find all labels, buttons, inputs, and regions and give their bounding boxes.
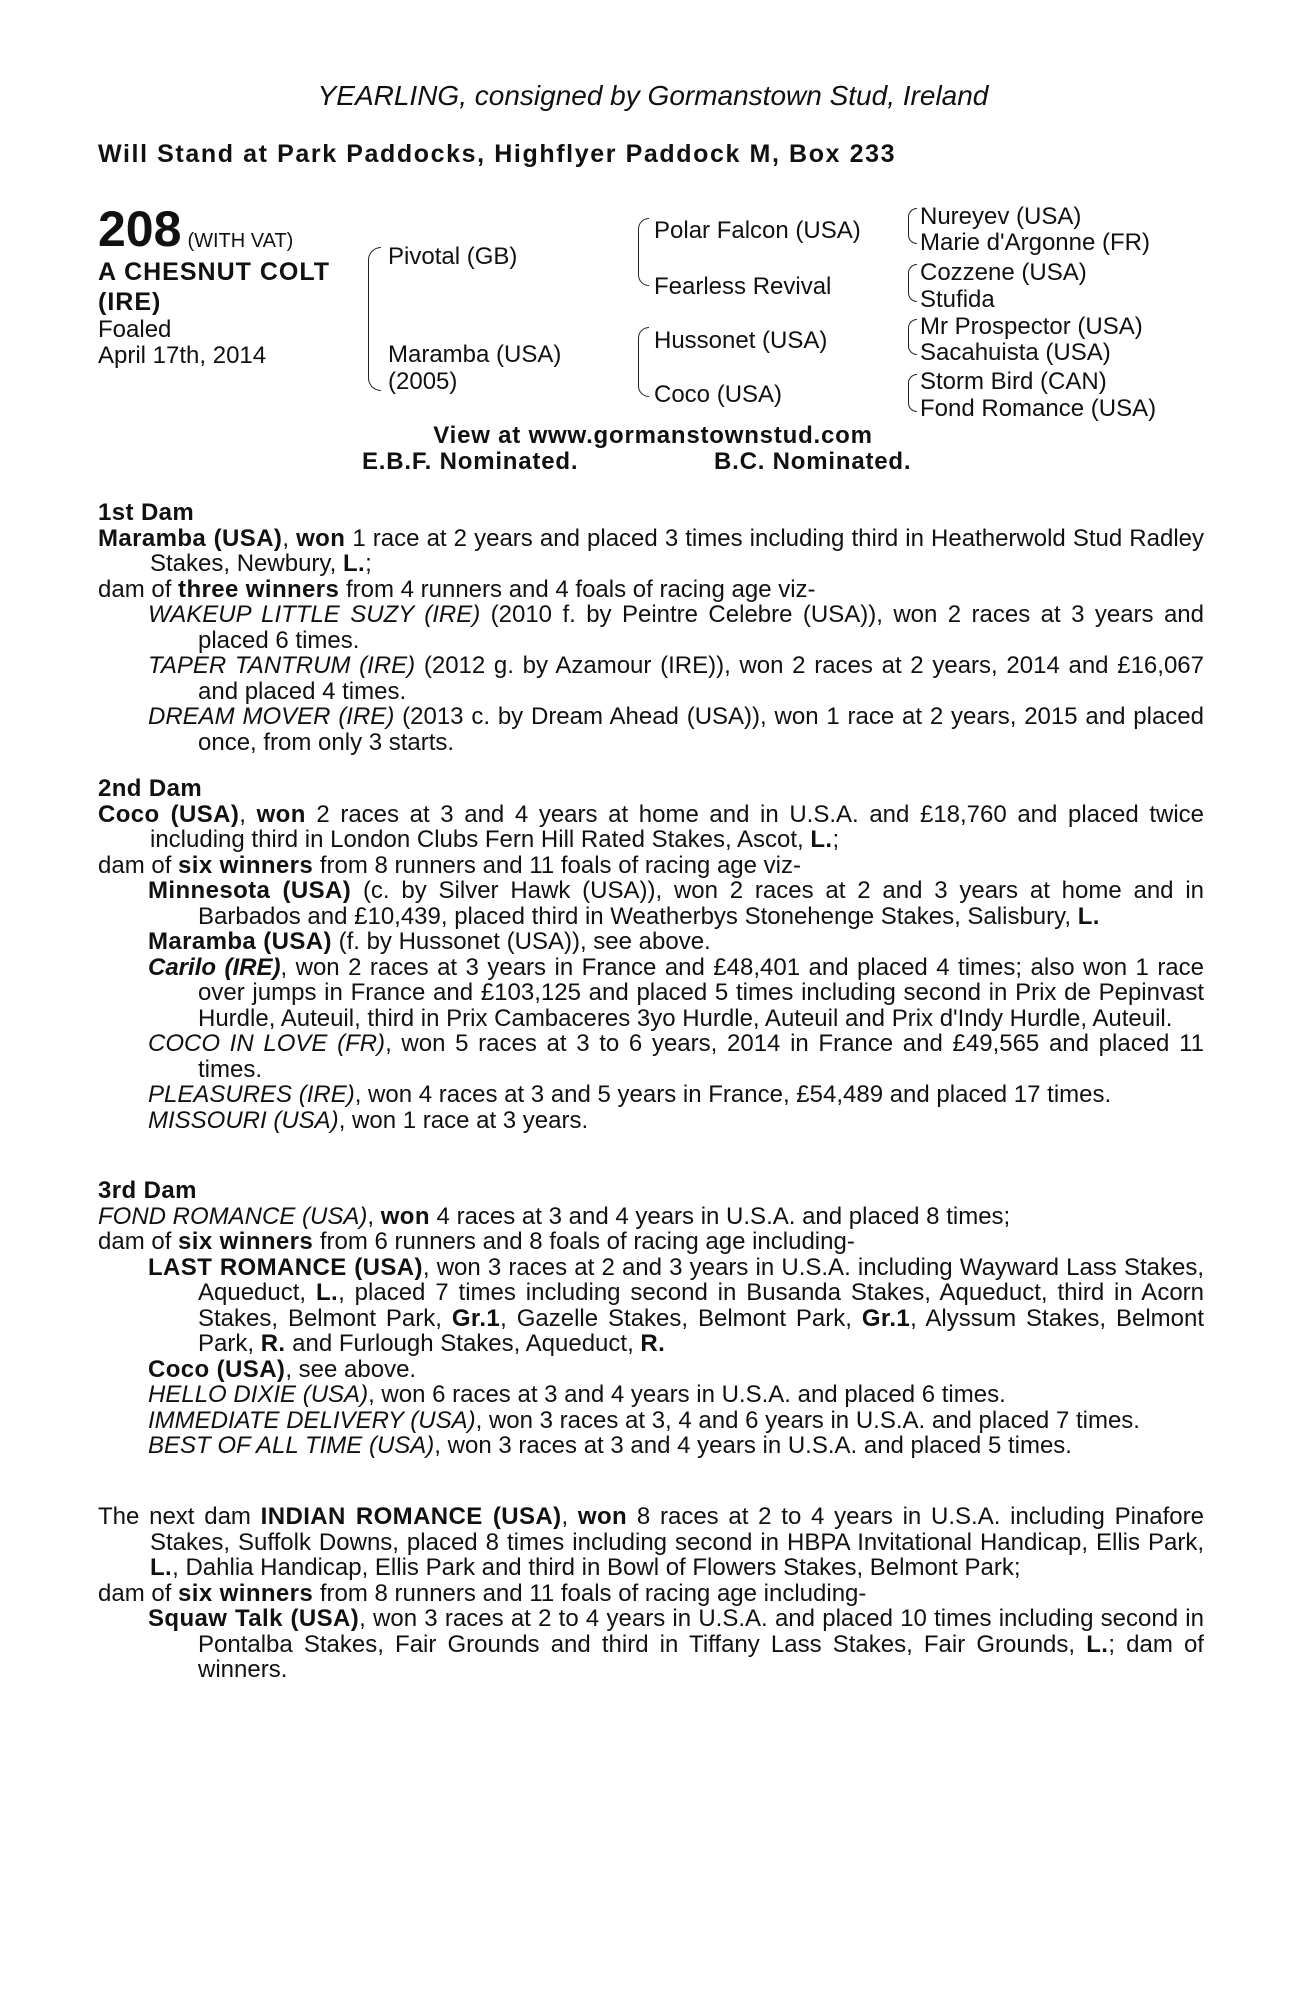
restricted-mark: R.	[640, 1330, 666, 1357]
restricted-mark: R.	[260, 1330, 286, 1357]
won-word: won	[256, 800, 306, 828]
pedigree-sire: Pivotal (GB)	[388, 243, 518, 270]
winners-count: three winners	[178, 575, 340, 603]
produce-item	[98, 1082, 1204, 1108]
dam-summary: FOND ROMANCE (USA), won 4 races at 3 and 4 years in U.S.A. and placed 8 times;	[98, 1202, 1011, 1230]
produce-text: (f. by Hussonet (USA)), see above.	[331, 928, 711, 955]
pedigree-brace	[908, 374, 917, 412]
produce-item	[98, 929, 1204, 955]
second-dam-section	[98, 776, 1204, 1133]
produce-text: from 4 runners and 4 foals of racing age viz-	[339, 575, 816, 603]
produce-text: , won 3 races at 2 to 4 years in U.S.A. and placed 10 times including second in Pontalba Stakes, Fair Grounds and third in Tiffany Lass Stakes, Fair Grounds,	[198, 1605, 1204, 1658]
section-heading: 3rd Dam	[98, 1177, 197, 1204]
next-dam-section	[98, 1504, 1204, 1683]
produce-item	[98, 1108, 1204, 1134]
produce-text: , placed 7 times including second in Busanda Stakes, Aqueduct, third in Acorn Stakes, Belmont Park,	[198, 1279, 1205, 1332]
lot-country: (IRE)	[98, 288, 162, 316]
listed-mark: L.	[810, 826, 833, 853]
produce-text: , won 6 races at 3 and 4 years in U.S.A. and placed 6 times.	[368, 1381, 1006, 1408]
produce-item	[98, 1408, 1204, 1434]
pedigree-ssd: Marie d'Argonne (FR)	[920, 229, 1150, 256]
dam-text: 4 races at 3 and 4 years in U.S.A. and placed 8 times;	[429, 1202, 1011, 1230]
produce-name: Squaw Talk (USA)	[148, 1605, 360, 1632]
winners-count: six winners	[178, 1228, 314, 1255]
section-heading: 1st Dam	[98, 499, 195, 526]
lot-number-line	[98, 203, 378, 255]
winners-count: six winners	[178, 851, 314, 879]
website-line: View at www.gormanstownstud.com	[433, 422, 873, 449]
produce-summary	[98, 1229, 1204, 1255]
listed-mark: L.	[342, 550, 366, 577]
dam-name: FOND ROMANCE (USA)	[98, 1202, 368, 1230]
pedigree-brace	[368, 247, 381, 391]
first-dam-section	[98, 500, 1204, 755]
produce-text: from 8 runners and 11 foals of racing age viz-	[313, 851, 801, 879]
produce-name: TAPER TANTRUM (IRE)	[148, 652, 416, 679]
produce-item	[98, 1382, 1204, 1408]
dam-text: 2 races at 3 and 4 years at home and in U.S.A. and £18,760 and placed twice including third in London Clubs Fern Hill Rated Stakes, Ascot,	[150, 800, 1205, 853]
pedigree-dss: Mr Prospector (USA)	[920, 313, 1143, 340]
pedigree-brace	[908, 319, 917, 355]
dam-name: Coco (USA)	[98, 800, 240, 828]
produce-name: PLEASURES (IRE)	[148, 1081, 355, 1108]
produce-summary	[98, 853, 1204, 879]
produce-text: , won 1 race at 3 years.	[338, 1106, 589, 1134]
stand-location: Will Stand at Park Paddocks, Highflyer Paddock M, Box 233	[98, 140, 897, 168]
produce-name: BEST OF ALL TIME (USA)	[148, 1432, 435, 1459]
produce-name: IMMEDIATE DELIVERY (USA)	[148, 1406, 476, 1434]
produce-text: (2010 f. by Peintre Celebre (USA)), won 2 races at 3 years and placed 6 times.	[198, 601, 1204, 654]
pedigree-dam-dam: Coco (USA)	[654, 381, 783, 408]
consignment-header: YEARLING, consigned by Gormanstown Stud, Ireland	[317, 80, 989, 111]
produce-name: Maramba (USA)	[148, 928, 332, 955]
produce-item	[98, 1031, 1204, 1082]
punct: ;	[365, 550, 372, 577]
section-heading: 2nd Dam	[98, 775, 203, 802]
produce-name: Coco (USA)	[148, 1355, 286, 1383]
produce-text: , Gazelle Stakes, Belmont Park,	[500, 1304, 862, 1332]
next-dam-intro: The next dam	[98, 1503, 261, 1530]
pedigree-sire-sire: Polar Falcon (USA)	[654, 217, 861, 244]
dam-text: 1 race at 2 years and placed 3 times including third in Heatherwold Stud Radley Stakes, Newbury,	[150, 524, 1205, 577]
produce-name: Minnesota (USA)	[148, 877, 352, 904]
produce-text: from 6 runners and 8 foals of racing age including-	[313, 1228, 855, 1255]
produce-text: , won 3 races at 3 and 4 years in U.S.A. and placed 5 times.	[434, 1432, 1072, 1459]
pedigree-sss: Nureyev (USA)	[920, 203, 1082, 230]
produce-item	[98, 1606, 1204, 1683]
pedigree-dds: Storm Bird (CAN)	[920, 368, 1107, 395]
produce-text: , won 3 races at 2 and 3 years in U.S.A. including Wayward Lass Stakes, Aqueduct,	[198, 1253, 1204, 1306]
produce-text: (c. by Silver Hawk (USA)), won 2 races at 2 and 3 years at home and in Barbados and £10,439, placed third in Weatherbys Stonehenge Stakes, Salisbury,	[198, 877, 1205, 930]
dam-name: Maramba (USA)	[98, 524, 283, 552]
dam-text: 8 races at 2 to 4 years in U.S.A. including Pinafore Stakes, Suffolk Downs, placed 8 times including second in HBPA Invitational Handicap, Ellis Park,	[150, 1503, 1204, 1556]
produce-text: , won 4 races at 3 and 5 years in France, £54,489 and placed 17 times.	[354, 1081, 1112, 1108]
won-word: won	[577, 1503, 628, 1530]
dam-of: dam of	[98, 1579, 179, 1607]
produce-text: (2012 g. by Azamour (IRE)), won 2 races at 2 years, 2014 and £16,067 and placed 4 times.	[198, 652, 1204, 705]
produce-name: DREAM MOVER (IRE)	[148, 703, 395, 730]
produce-item	[98, 1357, 1204, 1383]
dam-summary: The next dam INDIAN ROMANCE (USA), won 8 races at 2 to 4 years in U.S.A. including Pinafore Stakes, Suffolk Downs, placed 8 times including second in HBPA Invitational Handicap, Ellis Park, L., Dahlia Handicap, Ellis Park and third in Bowl of Flowers Stakes, Belmont Park;	[98, 1503, 1204, 1581]
pedigree-sdd: Stufida	[920, 286, 995, 313]
listed-mark: L.	[1086, 1630, 1109, 1658]
produce-text: from 8 runners and 11 foals of racing age including-	[313, 1579, 867, 1607]
produce-name: COCO IN LOVE (FR)	[148, 1030, 386, 1057]
produce-item	[98, 1433, 1204, 1459]
group-mark: Gr.1	[451, 1304, 501, 1332]
produce-text: and Furlough Stakes, Aqueduct,	[285, 1330, 641, 1357]
ebf-nominated: E.B.F. Nominated.	[362, 448, 579, 475]
produce-item	[98, 878, 1204, 929]
produce-name: WAKEUP LITTLE SUZY (IRE)	[148, 601, 481, 628]
bc-nominated: B.C. Nominated.	[714, 448, 912, 475]
produce-text: (2013 c. by Dream Ahead (USA)), won 1 race at 2 years, 2015 and placed once, from only 3 starts.	[198, 703, 1204, 756]
listed-mark: L.	[1077, 902, 1100, 930]
dam-summary: Coco (USA), won 2 races at 3 and 4 years at home and in U.S.A. and £18,760 and placed twice including third in London Clubs Fern Hill Rated Stakes, Ascot, L.;	[98, 800, 1205, 853]
dam-of: dam of	[98, 575, 179, 603]
produce-text: , won 2 races at 3 years in France and £48,401 and placed 4 times; also won 1 race over jumps in France and £103,125 and placed 5 times including second in Prix de Pepinvast Hurdle, Auteuil, third in Prix Cambaceres 3yo Hurdle, Auteuil and Prix d'Indy Hurdle, Auteuil.	[198, 953, 1205, 1032]
produce-text: , won 5 races at 3 to 6 years, 2014 in France and £49,565 and placed 11 times.	[198, 1030, 1205, 1083]
dam-name: INDIAN ROMANCE (USA)	[260, 1503, 562, 1530]
pedigree-dsd: Sacahuista (USA)	[920, 339, 1111, 366]
produce-text: , won 3 races at 3, 4 and 6 years in U.S.A. and placed 7 times.	[475, 1406, 1140, 1434]
produce-item	[98, 704, 1204, 755]
produce-name: MISSOURI (USA)	[148, 1106, 339, 1134]
pedigree-sds: Cozzene (USA)	[920, 259, 1087, 286]
pedigree-dam-sire: Hussonet (USA)	[654, 327, 828, 354]
dam-of: dam of	[98, 1228, 179, 1255]
listed-mark: L.	[150, 1554, 173, 1581]
listed-mark: L.	[315, 1279, 339, 1306]
produce-text: , Alyssum Stakes, Belmont Park,	[198, 1304, 1205, 1357]
lot-description: A CHESNUT COLT	[98, 258, 331, 286]
pedigree-dam-year: (2005)	[388, 368, 458, 395]
produce-text: , see above.	[285, 1355, 417, 1383]
lot-block	[98, 203, 378, 369]
produce-summary	[98, 577, 1204, 603]
produce-item	[98, 602, 1204, 653]
produce-item	[98, 653, 1204, 704]
pedigree-sire-dam: Fearless Revival	[654, 273, 832, 300]
foaled-label: Foaled	[98, 316, 172, 343]
dam-of: dam of	[98, 851, 179, 879]
pedigree-brace	[908, 264, 917, 302]
produce-text: ; dam of winners.	[198, 1630, 1204, 1683]
pedigree-brace	[908, 208, 917, 244]
dam-text: , Dahlia Handicap, Ellis Park and third in Bowl of Flowers Stakes, Belmont Park;	[172, 1554, 1021, 1581]
won-word: won	[296, 524, 346, 552]
pedigree-brace	[638, 327, 649, 397]
winners-count: six winners	[178, 1579, 314, 1607]
foaled-date: April 17th, 2014	[98, 342, 267, 369]
punct: ;	[832, 826, 840, 853]
group-mark: Gr.1	[861, 1304, 911, 1332]
produce-item	[98, 955, 1204, 1032]
pedigree-brace	[638, 218, 649, 286]
pedigree-ddd: Fond Romance (USA)	[920, 395, 1157, 422]
lot-number: 208	[98, 201, 182, 257]
produce-summary	[98, 1581, 1204, 1607]
produce-name: Carilo (IRE)	[148, 953, 281, 981]
won-word: won	[380, 1202, 430, 1230]
dam-summary: Maramba (USA), won 1 race at 2 years and placed 3 times including third in Heatherwold Stud Radley Stakes, Newbury, L.;	[98, 524, 1205, 577]
vat-note: (WITH VAT)	[187, 230, 294, 253]
produce-name: HELLO DIXIE (USA)	[148, 1381, 369, 1408]
pedigree-dam: Maramba (USA)	[388, 341, 562, 368]
produce-item	[98, 1255, 1204, 1357]
third-dam-section	[98, 1178, 1204, 1459]
produce-name: LAST ROMANCE (USA)	[148, 1253, 423, 1281]
